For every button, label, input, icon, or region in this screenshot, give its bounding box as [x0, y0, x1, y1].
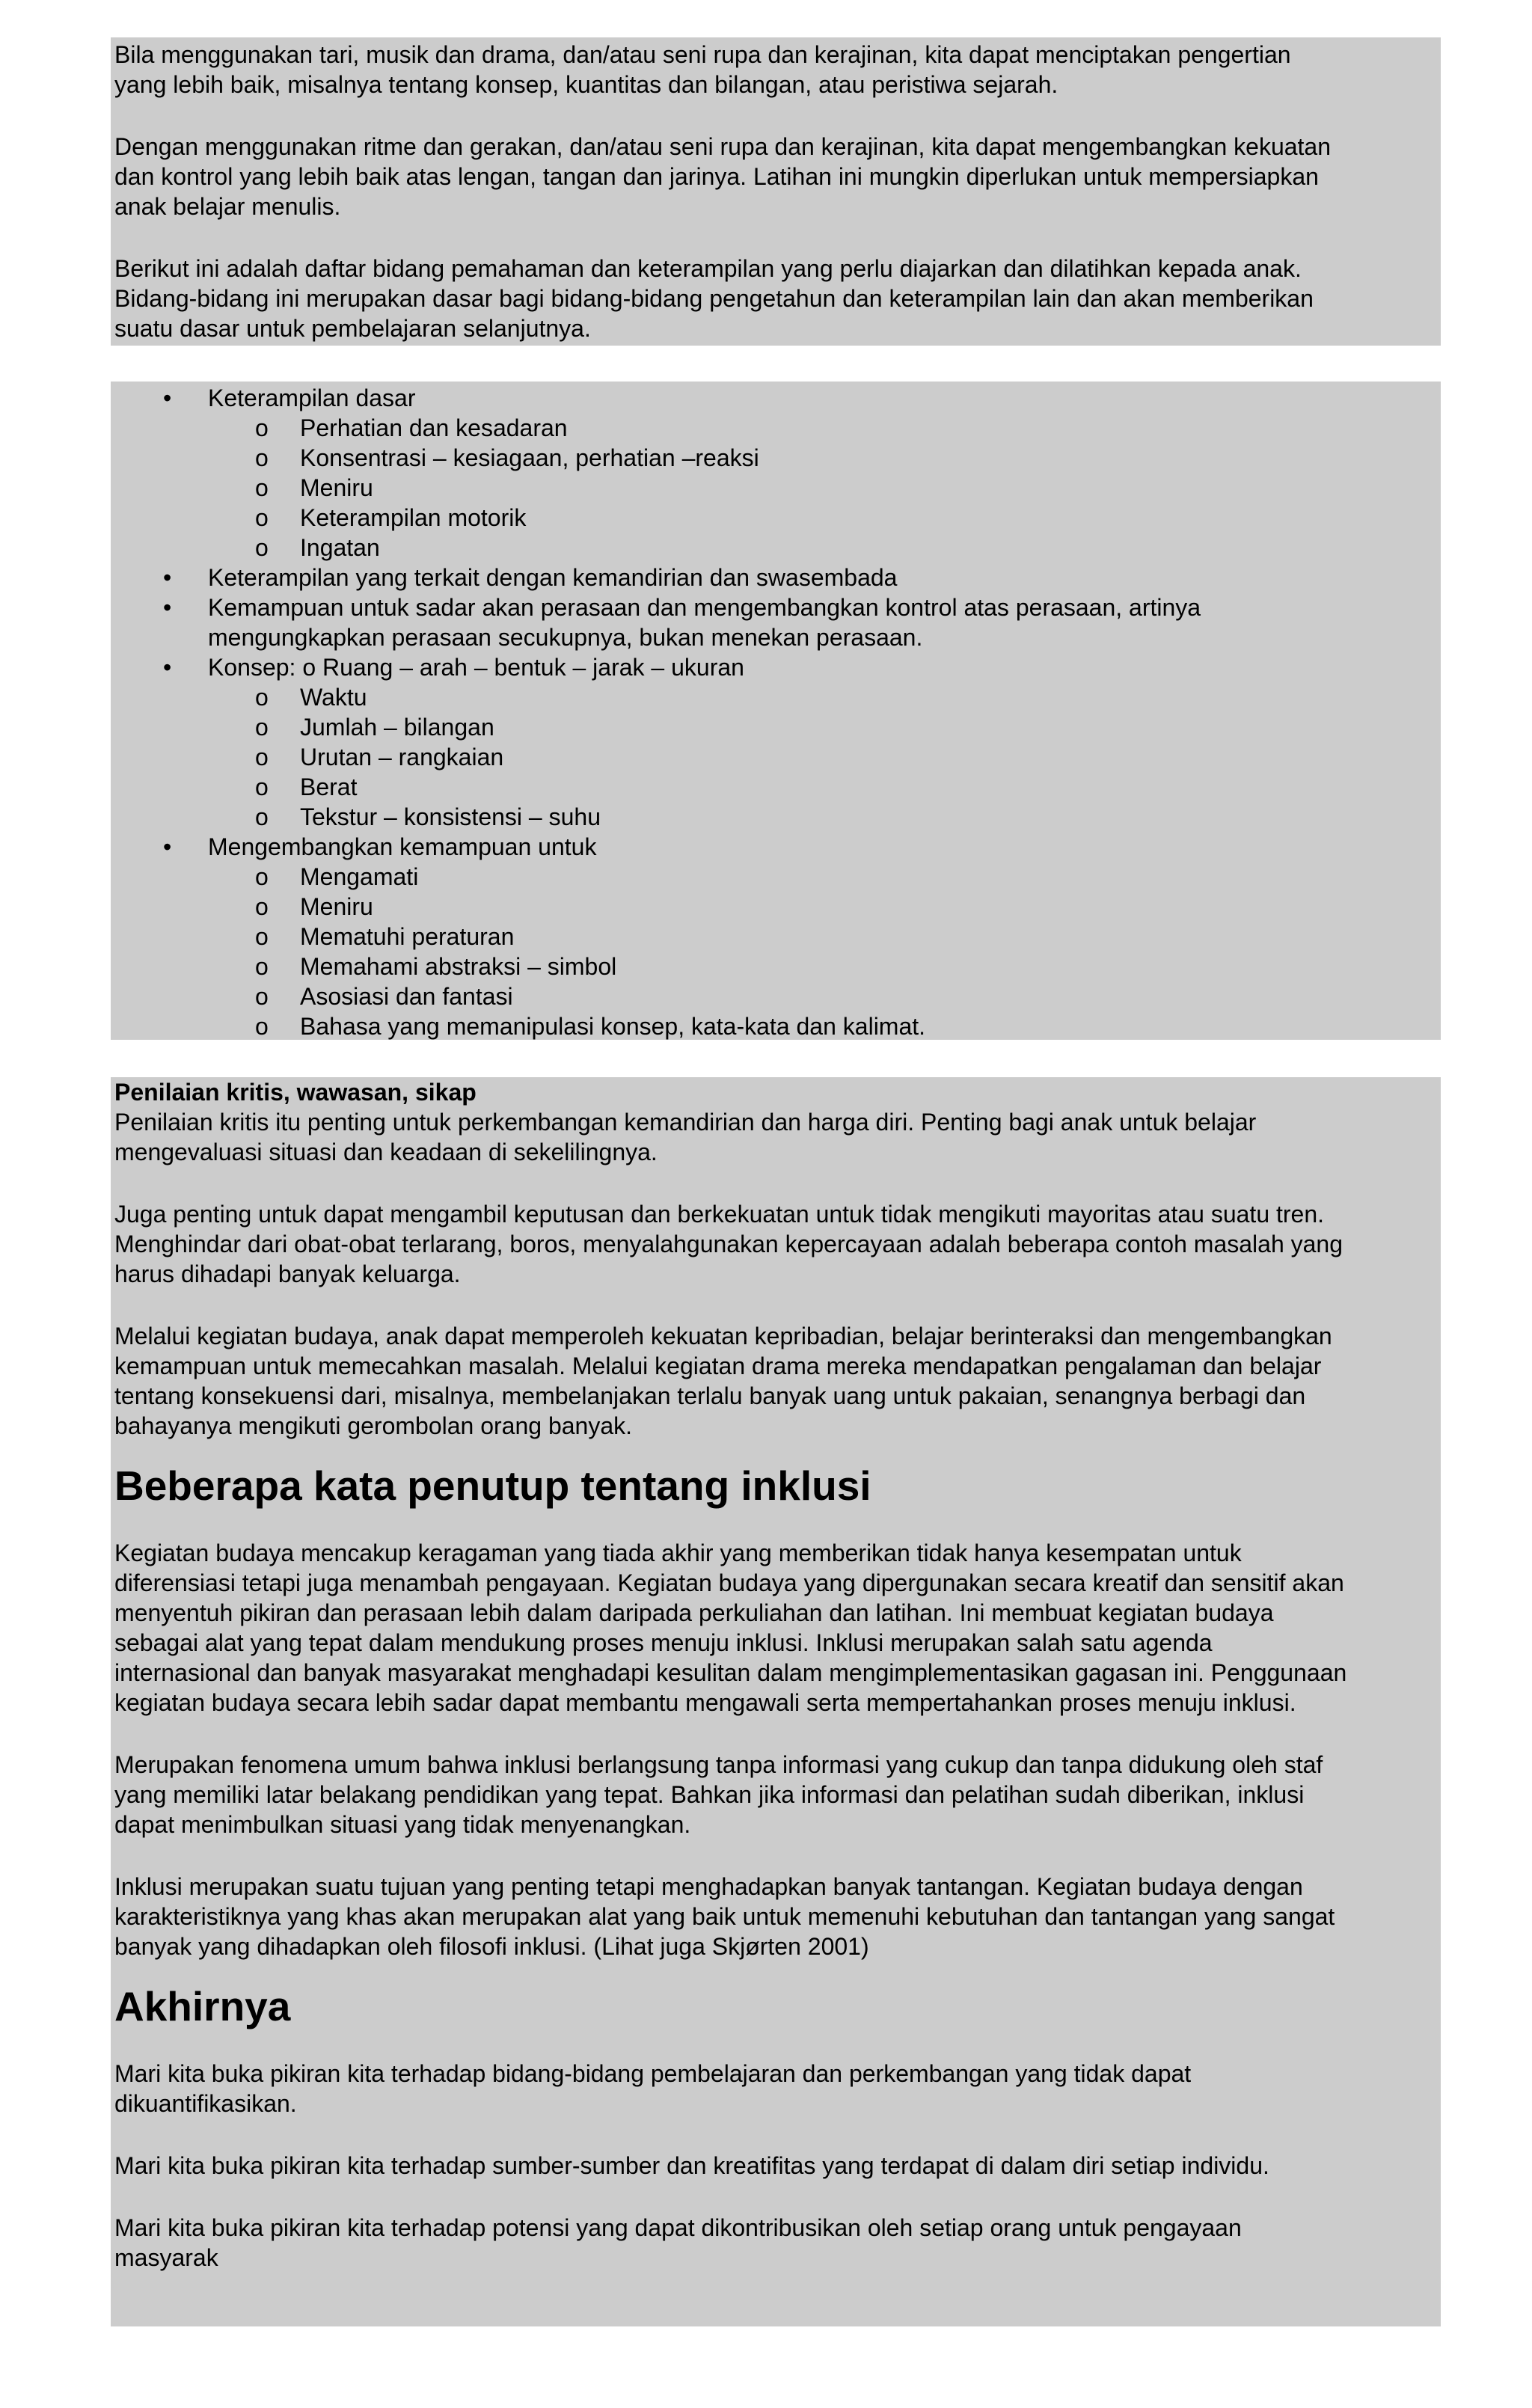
- paragraph-line: Merupakan fenomena umum bahwa inklusi berlangsung tanpa informasi yang cukup dan tanpa didukung oleh staf: [114, 1751, 1323, 1778]
- paragraph-line: Juga penting untuk dapat mengambil keputusan dan berkekuatan untuk tidak mengikuti mayoritas atau suatu tren.: [114, 1201, 1325, 1228]
- paragraph-line: Bidang-bidang ini merupakan dasar bagi bidang-bidang pengetahun dan keterampilan lain dan akan memberikan: [114, 285, 1314, 312]
- skills-list: [111, 382, 1441, 1040]
- section-heading: Penilaian kritis, wawasan, sikap: [114, 1079, 477, 1106]
- intro-block: [111, 37, 1441, 346]
- list-subitem: o Ingatan: [255, 534, 380, 561]
- list-subitem: o Bahasa yang memanipulasi konsep, kata-kata dan kalimat.: [255, 1013, 926, 1040]
- paragraph-line: Berikut ini adalah daftar bidang pemahaman dan keterampilan yang perlu diajarkan dan dilatihkan kepada anak.: [114, 255, 1302, 282]
- paragraph-line: Kegiatan budaya mencakup keragaman yang tiada akhir yang memberikan tidak hanya kesempatan untuk: [114, 1540, 1242, 1566]
- list-subitem: o Keterampilan motorik: [255, 504, 527, 531]
- list-subitem: o Mematuhi peraturan: [255, 923, 515, 950]
- list-item: • Konsep: o Ruang – arah – bentuk – jarak – ukuran: [163, 654, 744, 681]
- list-item: • Kemampuan untuk sadar akan perasaan dan mengembangkan kontrol atas perasaan, artinya: [163, 594, 1201, 621]
- paragraph-line: karakteristiknya yang khas akan merupakan alat yang baik untuk memenuhi kebutuhan dan tantangan yang sangat: [114, 1903, 1335, 1930]
- paragraph-line: mengevaluasi situasi dan keadaan di sekelilingnya.: [114, 1139, 658, 1165]
- list-item: • Keterampilan yang terkait dengan kemandirian dan swasembada: [163, 564, 898, 591]
- paragraph-line: Mari kita buka pikiran kita terhadap sumber-sumber dan kreatifitas yang terdapat di dalam diri setiap individu.: [114, 2152, 1269, 2179]
- paragraph-line: masyarak: [114, 2244, 218, 2271]
- paragraph-line: Dengan menggunakan ritme dan gerakan, dan/atau seni rupa dan kerajinan, kita dapat mengembangkan kekuatan: [114, 133, 1332, 160]
- paragraph-line: yang lebih baik, misalnya tentang konsep, kuantitas dan bilangan, atau peristiwa sejarah.: [114, 71, 1058, 98]
- section-title: Beberapa kata penutup tentang inklusi: [114, 1462, 871, 1509]
- paragraph-line: Bila menggunakan tari, musik dan drama, dan/atau seni rupa dan kerajinan, kita dapat menciptakan pengertian: [114, 41, 1291, 68]
- paragraph-line: banyak yang dihadapkan oleh filosofi inklusi. (Lihat juga Skjørten 2001): [114, 1933, 869, 1960]
- paragraph-line: Mari kita buka pikiran kita terhadap bidang-bidang pembelajaran dan perkembangan yang tidak dapat: [114, 2060, 1192, 2087]
- list-subitem: o Meniru: [255, 893, 373, 920]
- list-item-continuation: mengungkapkan perasaan secukupnya, bukan menekan perasaan.: [208, 624, 923, 651]
- paragraph-line: internasional dan banyak masyarakat menghadapi kesulitan dalam mengimplementasikan gagasan ini. Penggunaan: [114, 1659, 1347, 1686]
- paragraph-line: kemampuan untuk memecahkan masalah. Melalui kegiatan drama mereka mendapatkan pengalaman dan belajar: [114, 1352, 1322, 1379]
- paragraph-line: harus dihadapi banyak keluarga.: [114, 1260, 461, 1287]
- paragraph-line: anak belajar menulis.: [114, 193, 341, 220]
- section-title: Akhirnya: [114, 1983, 291, 2029]
- paragraph-line: tentang konsekuensi dari, misalnya, membelanjakan terlalu banyak uang untuk pakaian, senangnya berbagi dan: [114, 1382, 1306, 1409]
- list-subitem: o Konsentrasi – kesiagaan, perhatian –reaksi: [255, 444, 759, 471]
- paragraph-line: kegiatan budaya secara lebih sadar dapat membantu mengawali serta mempertahankan proses menuju inklusi.: [114, 1689, 1296, 1716]
- paragraph-line: sebagai alat yang tepat dalam mendukung proses menuju inklusi. Inklusi merupakan salah satu agenda: [114, 1629, 1213, 1656]
- paragraph-line: dan kontrol yang lebih baik atas lengan, tangan dan jarinya. Latihan ini mungkin diperlukan untuk mempersiapkan: [114, 163, 1319, 190]
- paragraph-line: Melalui kegiatan budaya, anak dapat memperoleh kekuatan kepribadian, belajar berinteraksi dan mengembangkan: [114, 1323, 1332, 1349]
- paragraph-line: Inklusi merupakan suatu tujuan yang penting tetapi menghadapkan banyak tantangan. Kegiatan budaya dengan: [114, 1873, 1303, 1900]
- paragraph-line: diferensiasi tetapi juga menambah pengayaan. Kegiatan budaya yang dipergunakan secara kreatif dan sensitif akan: [114, 1569, 1344, 1596]
- list-subitem: o Tekstur – konsistensi – suhu: [255, 803, 601, 830]
- paragraph-line: Menghindar dari obat-obat terlarang, boros, menyalahgunakan kepercayaan adalah beberapa contoh masalah yang: [114, 1231, 1343, 1257]
- paragraph-line: menyentuh pikiran dan perasaan lebih dalam daripada perkuliahan dan latihan. Ini membuat kegiatan budaya: [114, 1599, 1274, 1626]
- paragraph-line: dikuantifikasikan.: [114, 2090, 297, 2117]
- list-subitem: o Asosiasi dan fantasi: [255, 983, 513, 1010]
- list-subitem: o Perhatian dan kesadaran: [255, 414, 568, 441]
- list-subitem: o Mengamati: [255, 863, 419, 890]
- paragraph-line: bahayanya mengikuti gerombolan orang banyak.: [114, 1412, 633, 1439]
- list-subitem: o Berat: [255, 773, 358, 800]
- paragraph-line: dapat menimbulkan situasi yang tidak menyenangkan.: [114, 1811, 691, 1838]
- paragraph-line: suatu dasar untuk pembelajaran selanjutnya.: [114, 315, 591, 342]
- list-item: • Mengembangkan kemampuan untuk: [163, 833, 597, 860]
- list-subitem: o Urutan – rangkaian: [255, 744, 504, 771]
- list-subitem: o Waktu: [255, 684, 367, 711]
- main-text-block: [111, 1077, 1441, 2326]
- list-item: • Keterampilan dasar: [163, 385, 416, 411]
- paragraph-line: yang memiliki latar belakang pendidikan yang tepat. Bahkan jika informasi dan pelatihan sudah diberikan, inklusi: [114, 1781, 1305, 1808]
- list-subitem: o Jumlah – bilangan: [255, 714, 494, 741]
- list-subitem: o Meniru: [255, 474, 373, 501]
- paragraph-line: Mari kita buka pikiran kita terhadap potensi yang dapat dikontribusikan oleh setiap orang untuk pengayaan: [114, 2214, 1242, 2241]
- paragraph-line: Penilaian kritis itu penting untuk perkembangan kemandirian dan harga diri. Penting bagi anak untuk belajar: [114, 1109, 1257, 1136]
- list-subitem: o Memahami abstraksi – simbol: [255, 953, 617, 980]
